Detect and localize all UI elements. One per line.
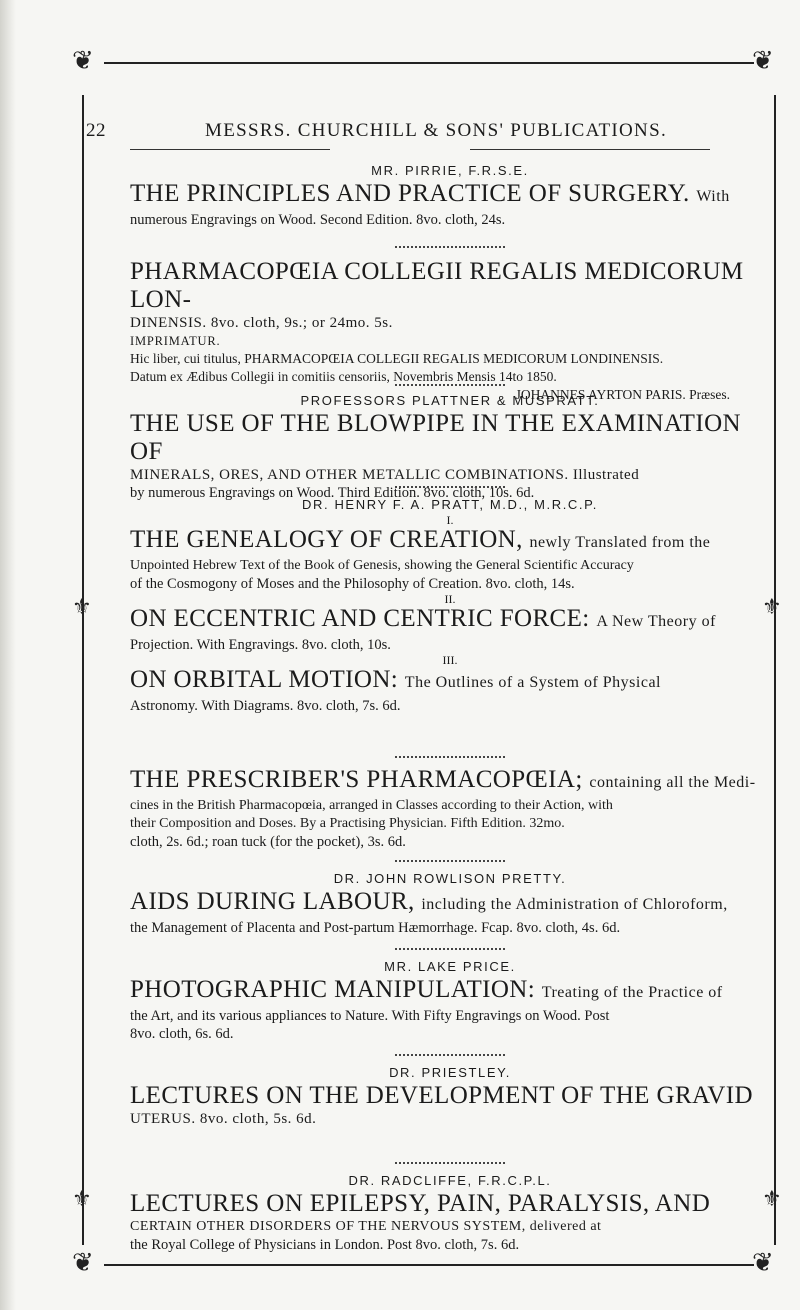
section-divider xyxy=(395,942,505,950)
entry-title-text: AIDS DURING LABOUR, xyxy=(130,888,415,915)
top-border-rule xyxy=(104,62,754,64)
entry-desc-line: CERTAIN OTHER DISORDERS OF THE NERVOUS SYSTEM, delivered at xyxy=(130,1219,602,1234)
entry-desc-line: MINERALS, ORES, AND OTHER METALLIC COMBINATIONS. Illustrated xyxy=(130,467,640,483)
entry-title-text: PHOTOGRAPHIC MANIPULATION: xyxy=(130,976,536,1003)
page-spine-shadow xyxy=(0,0,16,1310)
entry-author: DR. HENRY F. A. PRATT, M.D., M.R.C.P. xyxy=(302,497,598,512)
entry-title-text: ON ORBITAL MOTION: xyxy=(130,666,399,693)
entry-lake-price xyxy=(130,958,770,1043)
entry-author: DR. RADCLIFFE, F.R.C.P.L. xyxy=(348,1173,552,1188)
section-divider xyxy=(395,378,505,386)
entry-prescribers-pharmacopoeia xyxy=(130,766,770,851)
entry-title xyxy=(130,666,770,697)
left-middle-ornament-icon: ⚜ xyxy=(72,594,92,619)
part-numeral: I. xyxy=(446,513,454,527)
entry-desc-line: Astronomy. With Diagrams. 8vo. cloth, 7s. 6d. xyxy=(130,698,401,714)
entry-part-1 xyxy=(130,514,770,593)
bottom-border-rule xyxy=(104,1264,754,1266)
entry-desc-line: JOHANNES AYRTON PARIS. Præses. xyxy=(515,387,730,402)
entry-pretty xyxy=(130,870,770,937)
top-left-ornament-icon: ❦ xyxy=(72,46,94,75)
part-numeral: II. xyxy=(444,592,456,606)
right-middle-ornament-icon: ⚜ xyxy=(762,594,782,619)
entry-title-tail: A New Theory of xyxy=(596,613,716,630)
entry-author: MR. LAKE PRICE. xyxy=(384,959,516,974)
entry-part-3 xyxy=(130,654,770,715)
entry-desc-line: IMPRIMATUR. xyxy=(130,334,221,348)
entry-title-text: THE PRESCRIBER'S PHARMACOPŒIA; xyxy=(130,766,583,793)
entry-author: MR. PIRRIE, F.R.S.E. xyxy=(371,163,529,178)
entry-title-text: THE PRINCIPLES AND PRACTICE OF SURGERY. xyxy=(130,180,690,207)
entry-title-tail: including the Administration of Chloroform, xyxy=(421,896,728,913)
entry-author: PROFESSORS PLATTNER & MUSPRATT. xyxy=(300,393,600,408)
entry-priestley xyxy=(130,1064,770,1128)
entry-title-text: THE GENEALOGY OF CREATION, xyxy=(130,526,523,553)
entry-title-tail: containing all the Medi- xyxy=(589,774,756,791)
section-divider xyxy=(395,240,505,248)
section-divider xyxy=(395,854,505,862)
entry-desc-line: cloth, 2s. 6d.; roan tuck (for the pocket), 3s. 6d. xyxy=(130,834,406,850)
entry-desc-line: 8vo. cloth, 6s. 6d. xyxy=(130,1026,234,1042)
bottom-left-ornament-icon: ❦ xyxy=(72,1248,94,1277)
entry-title xyxy=(130,976,770,1007)
entry-desc-line: by numerous Engravings on Wood. Third Edition. 8vo. cloth, 10s. 6d. xyxy=(130,485,535,501)
entry-desc-line: of the Cosmogony of Moses and the Philosophy of Creation. 8vo. cloth, 14s. xyxy=(130,576,575,592)
entry-title-tail: newly Translated from the xyxy=(529,534,711,551)
section-divider xyxy=(395,480,505,488)
running-title: MESSRS. CHURCHILL & SONS' PUBLICATIONS. xyxy=(205,120,667,141)
entry-desc-line: the Management of Placenta and Post-partum Hæmorrhage. Fcap. 8vo. cloth, 4s. 6d. xyxy=(130,920,621,936)
right-border-rule xyxy=(774,95,776,1245)
entry-desc-line: the Art, and its various appliances to Nature. With Fifty Engravings on Wood. Post xyxy=(130,1008,610,1024)
entry-title: PHARMACOPŒIA COLLEGII REGALIS MEDICORUM LON- xyxy=(130,258,744,313)
entry-title xyxy=(130,526,770,557)
header-sub-rule-right xyxy=(470,149,710,150)
section-divider xyxy=(395,1048,505,1056)
section-divider xyxy=(395,750,505,758)
entry-radcliffe xyxy=(130,1172,770,1254)
entry-part-2 xyxy=(130,593,770,654)
entry-description: numerous Engravings on Wood. Second Edition. 8vo. cloth, 24s. xyxy=(130,212,506,228)
top-right-ornament-icon: ❦ xyxy=(752,46,774,75)
header-sub-rule-left xyxy=(130,149,330,150)
left-lower-ornament-icon: ⚜ xyxy=(72,1186,92,1211)
entry-title: THE USE OF THE BLOWPIPE IN THE EXAMINATION OF xyxy=(130,410,741,465)
entry-desc-line: their Composition and Doses. By a Practising Physician. Fifth Edition. 32mo. xyxy=(130,816,565,831)
entry-title xyxy=(130,605,770,636)
entry-pratt xyxy=(130,496,770,715)
entry-title-tail: Treating of the Practice of xyxy=(541,984,723,1001)
entry-desc-line: UTERUS. 8vo. cloth, 5s. 6d. xyxy=(130,1111,317,1127)
section-divider xyxy=(395,1156,505,1164)
entry-desc-line: Datum ex Ædibus Collegii in comitiis censoriis, Novembris Mensis 14to 1850. xyxy=(130,369,557,384)
entry-title-tail: With xyxy=(696,188,730,205)
right-lower-ornament-icon: ⚜ xyxy=(762,1186,782,1211)
page-number: 22 xyxy=(86,120,106,141)
part-numeral: III. xyxy=(442,653,458,667)
entry-author: DR. JOHN ROWLISON PRETTY. xyxy=(333,871,567,886)
entry-pirrie xyxy=(130,162,770,229)
entry-desc-line: Hic liber, cui titulus, PHARMACOPŒIA COLLEGII REGALIS MEDICORUM LONDINENSIS. xyxy=(130,351,664,366)
entry-author: DR. PRIESTLEY. xyxy=(389,1065,511,1080)
entry-desc-line: cines in the British Pharmacopœia, arranged in Classes according to their Action, with xyxy=(130,798,613,813)
entry-title-text: ON ECCENTRIC AND CENTRIC FORCE: xyxy=(130,605,590,632)
entry-title-tail: The Outlines of a System of Physical xyxy=(404,674,661,691)
bottom-right-ornament-icon: ❦ xyxy=(752,1248,774,1277)
entry-title: LECTURES ON EPILEPSY, PAIN, PARALYSIS, AND xyxy=(130,1190,711,1217)
entry-title xyxy=(130,180,770,211)
entry-title xyxy=(130,766,770,797)
left-border-rule xyxy=(82,95,84,1245)
entry-desc-line: Unpointed Hebrew Text of the Book of Genesis, showing the General Scientific Accuracy xyxy=(130,558,634,573)
entry-title xyxy=(130,888,770,919)
entry-desc-line: DINENSIS. 8vo. cloth, 9s.; or 24mo. 5s. xyxy=(130,315,393,331)
entry-title: LECTURES ON THE DEVELOPMENT OF THE GRAVID xyxy=(130,1082,753,1109)
entry-desc-line: the Royal College of Physicians in London. Post 8vo. cloth, 7s. 6d. xyxy=(130,1237,520,1253)
entry-desc-line: Projection. With Engravings. 8vo. cloth, 10s. xyxy=(130,637,391,653)
